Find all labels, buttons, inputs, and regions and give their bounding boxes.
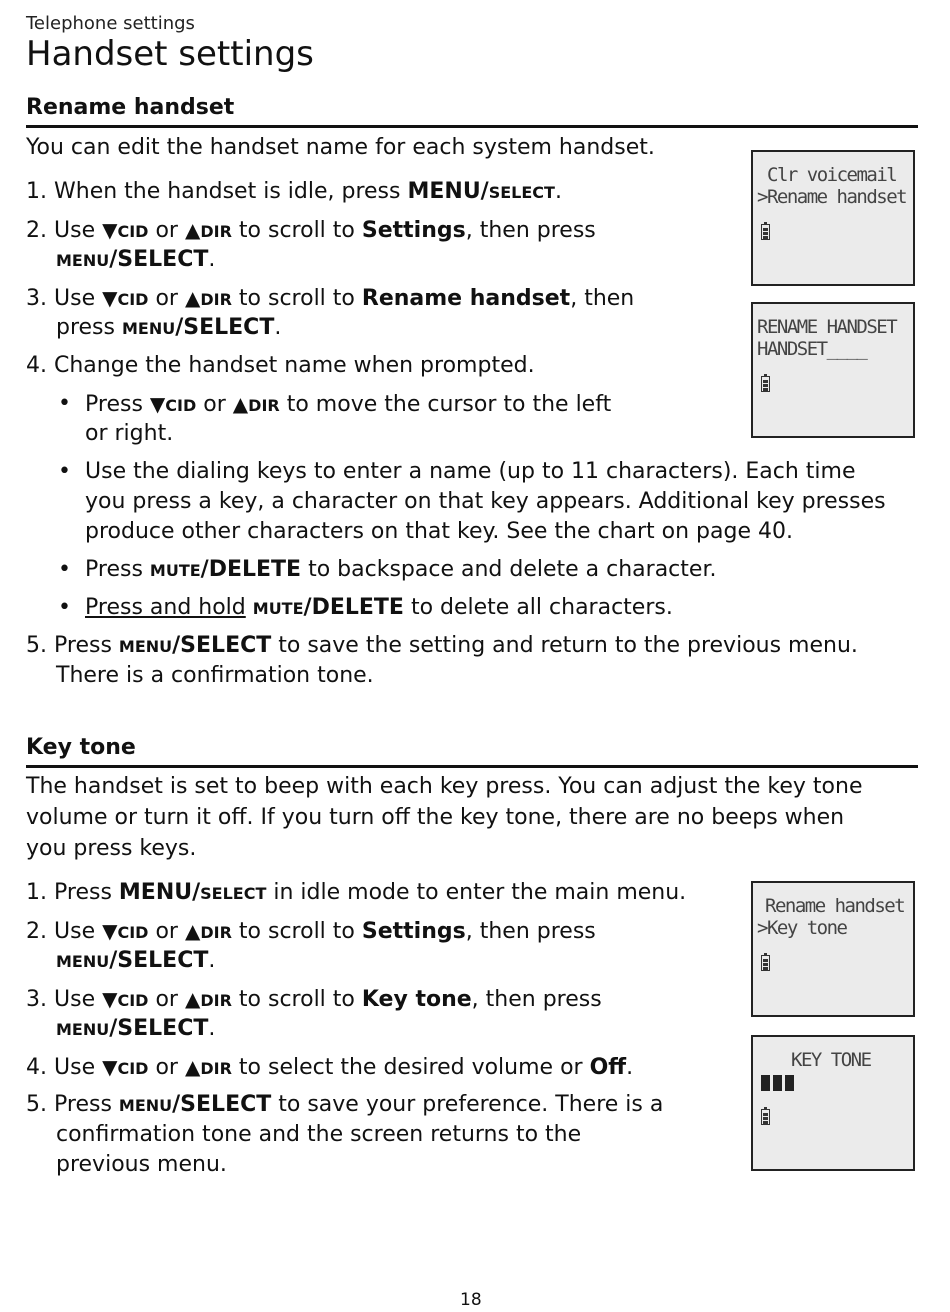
rename-step-4 — [26, 351, 535, 381]
up-triangle-icon: ▲ — [232, 392, 249, 416]
key-label: /SELECT — [109, 247, 209, 272]
breadcrumb: Telephone settings — [26, 13, 195, 34]
step-text: , then — [570, 286, 635, 311]
lcd-line: Rename handset — [765, 895, 905, 917]
keytone-step-1 — [26, 878, 686, 909]
bullet-icon: • — [58, 557, 71, 582]
step-number: 3. — [26, 286, 47, 311]
keytone-intro-line: you press keys. — [26, 836, 197, 861]
step-text: . — [274, 315, 282, 340]
step-text: Press — [54, 1092, 119, 1117]
bullet-icon: • — [58, 459, 71, 484]
volume-bars-icon — [761, 1075, 797, 1095]
down-triangle-icon: ▼ — [102, 218, 118, 242]
step-text: or — [148, 919, 185, 944]
section-title-rename: Rename handset — [26, 95, 235, 120]
down-triangle-icon: ▼ — [102, 286, 118, 310]
lcd-line-selected: >Rename handset — [757, 186, 907, 208]
rename-bullet-1 — [85, 389, 611, 421]
keytone-step-3 — [26, 984, 602, 1016]
key-label: MENU/ — [118, 880, 201, 905]
key-label: SELECT — [488, 183, 555, 202]
volume-bar — [785, 1075, 794, 1091]
step-text: Press — [85, 557, 150, 582]
step-text: , then press — [471, 987, 602, 1012]
rename-bullet-3 — [85, 555, 716, 586]
step-text: or — [196, 392, 233, 417]
down-triangle-icon: ▼ — [102, 919, 118, 943]
step-text: to move the cursor to the left — [279, 392, 612, 417]
step-text: Use — [54, 218, 103, 243]
key-label: CID — [117, 923, 149, 942]
section-rule — [26, 125, 918, 128]
lcd-screen-rename-menu — [751, 150, 915, 286]
rename-step-5 — [26, 631, 858, 662]
step-text: Press — [54, 880, 119, 905]
keytone-step-2-cont — [56, 946, 215, 977]
bullet-icon: • — [58, 391, 71, 416]
step-number: 5. — [26, 633, 47, 658]
section-rule — [26, 765, 918, 768]
up-triangle-icon: ▲ — [184, 218, 201, 242]
spacer — [246, 595, 253, 620]
key-label: MENU — [56, 952, 110, 971]
key-label: /SELECT — [109, 948, 209, 973]
step-text: Use — [54, 286, 103, 311]
up-triangle-icon: ▲ — [184, 1055, 201, 1079]
down-triangle-icon: ▼ — [102, 1055, 118, 1079]
battery-icon — [761, 374, 770, 392]
step-text: or — [148, 218, 185, 243]
up-triangle-icon: ▲ — [184, 919, 201, 943]
key-label: SELECT — [200, 884, 267, 903]
key-label: MENU — [56, 251, 110, 270]
key-label: MENU — [56, 1020, 110, 1039]
key-label: CID — [117, 1059, 149, 1078]
page-title: Handset settings — [26, 34, 314, 74]
rename-step-2 — [26, 215, 596, 247]
lcd-screen-keytone-menu — [751, 881, 915, 1017]
menu-item-name: Key tone — [361, 987, 472, 1012]
key-label: CID — [117, 290, 149, 309]
keytone-intro-line: The handset is set to beep with each key press. You can adjust the key tone — [26, 774, 863, 799]
rename-bullet-2-line: you press a key, a character on that key appears. Additional key presses — [85, 489, 886, 514]
key-label: CID — [117, 222, 149, 241]
key-label: MUTE — [149, 561, 201, 580]
battery-icon — [761, 1107, 770, 1125]
key-label: /SELECT — [175, 315, 275, 340]
step-text: to save the setting and return to the previous menu. — [271, 633, 858, 658]
step-text: . — [208, 948, 216, 973]
step-text: . — [208, 1016, 216, 1041]
rename-bullet-4 — [85, 593, 673, 624]
page-number: 18 — [460, 1290, 482, 1310]
keytone-step-5-cont: previous menu. — [56, 1152, 227, 1177]
step-text: to scroll to — [231, 987, 362, 1012]
key-label: DIR — [200, 991, 232, 1010]
key-label: /SELECT — [109, 1016, 209, 1041]
underlined-text: Press and hold — [85, 595, 246, 620]
key-label: MENU — [118, 1096, 173, 1115]
rename-intro: You can edit the handset name for each system handset. — [26, 135, 655, 160]
step-text: press — [56, 315, 122, 340]
step-text: Use — [54, 987, 103, 1012]
step-text: to backspace and delete a character. — [301, 557, 717, 582]
menu-item-name: Off — [589, 1055, 627, 1080]
step-text: to save your preference. There is a — [271, 1092, 664, 1117]
step-text: to select the desired volume or — [231, 1055, 590, 1080]
rename-step-3-cont — [56, 313, 281, 344]
step-text: When the handset is idle, press — [54, 179, 408, 204]
volume-bar — [761, 1075, 770, 1091]
up-triangle-icon: ▲ — [184, 286, 201, 310]
step-text: to scroll to — [231, 919, 362, 944]
rename-bullet-1-cont: or right. — [85, 421, 174, 446]
step-text: to delete all characters. — [403, 595, 673, 620]
step-text: Change the handset name when prompted. — [54, 353, 535, 378]
key-label: /SELECT — [172, 633, 272, 658]
lcd-line: RENAME HANDSET — [757, 316, 897, 338]
lcd-line: Clr voicemail — [767, 164, 897, 186]
step-text: . — [208, 247, 216, 272]
keytone-step-5-cont: confirmation tone and the screen returns to the — [56, 1122, 582, 1147]
menu-item-name: Rename handset — [361, 286, 571, 311]
step-text: or — [148, 286, 185, 311]
menu-item-name: Settings — [361, 919, 466, 944]
lcd-screen-rename-edit — [751, 302, 915, 438]
keytone-step-5 — [26, 1090, 663, 1121]
key-label: DIR — [200, 290, 232, 309]
step-number: 1. — [26, 179, 47, 204]
bullet-icon: • — [58, 595, 71, 620]
keytone-step-3-cont — [56, 1014, 215, 1045]
rename-step-2-cont — [56, 245, 215, 276]
rename-step-1 — [26, 177, 562, 208]
step-text: or — [148, 987, 185, 1012]
menu-item-name: Settings — [361, 218, 466, 243]
lcd-line: HANDSET____ — [757, 338, 867, 360]
key-label: DIR — [248, 396, 280, 415]
key-label: CID — [165, 396, 197, 415]
rename-bullet-2-line: Use the dialing keys to enter a name (up to 11 characters). Each time — [85, 459, 856, 484]
step-number: 3. — [26, 987, 47, 1012]
step-text: Use — [54, 1055, 103, 1080]
battery-icon — [761, 953, 770, 971]
step-text: , then press — [465, 218, 596, 243]
step-text: in idle mode to enter the main menu. — [266, 880, 687, 905]
lcd-line-selected: >Key tone — [757, 917, 847, 939]
battery-icon — [761, 222, 770, 240]
step-text: Press — [54, 633, 119, 658]
step-text: to scroll to — [231, 286, 362, 311]
lcd-screen-keytone-volume — [751, 1035, 915, 1171]
keytone-intro-line: volume or turn it off. If you turn off the key tone, there are no beeps when — [26, 805, 845, 830]
rename-step-3 — [26, 283, 634, 315]
key-label: /DELETE — [303, 595, 404, 620]
lcd-line: KEY TONE — [791, 1049, 871, 1071]
keytone-step-4 — [26, 1052, 633, 1084]
key-label: DIR — [200, 923, 232, 942]
key-label: MUTE — [252, 599, 304, 618]
step-text: . — [626, 1055, 634, 1080]
key-label: CID — [117, 991, 149, 1010]
key-label: DIR — [200, 222, 232, 241]
step-text: to scroll to — [231, 218, 362, 243]
rename-bullet-2-line: produce other characters on that key. See the chart on page 40. — [85, 519, 793, 544]
key-label: /DELETE — [200, 557, 302, 582]
key-label: MENU/ — [407, 179, 489, 204]
step-number: 2. — [26, 919, 47, 944]
key-label: MENU — [118, 637, 173, 656]
key-label: /SELECT — [172, 1092, 272, 1117]
up-triangle-icon: ▲ — [184, 987, 201, 1011]
step-number: 4. — [26, 1055, 47, 1080]
step-text: . — [554, 179, 562, 204]
volume-bar — [773, 1075, 782, 1091]
step-number: 4. — [26, 353, 47, 378]
step-number: 2. — [26, 218, 47, 243]
step-number: 1. — [26, 880, 47, 905]
step-text: Use — [54, 919, 103, 944]
step-text: , then press — [465, 919, 596, 944]
step-number: 5. — [26, 1092, 47, 1117]
key-label: MENU — [121, 319, 176, 338]
step-text: Press — [85, 392, 150, 417]
key-label: DIR — [200, 1059, 232, 1078]
keytone-step-2 — [26, 916, 596, 948]
rename-step-5-cont: There is a confirmation tone. — [56, 663, 374, 688]
down-triangle-icon: ▼ — [102, 987, 118, 1011]
section-title-keytone: Key tone — [26, 735, 136, 760]
step-text: or — [148, 1055, 185, 1080]
down-triangle-icon: ▼ — [149, 392, 166, 416]
